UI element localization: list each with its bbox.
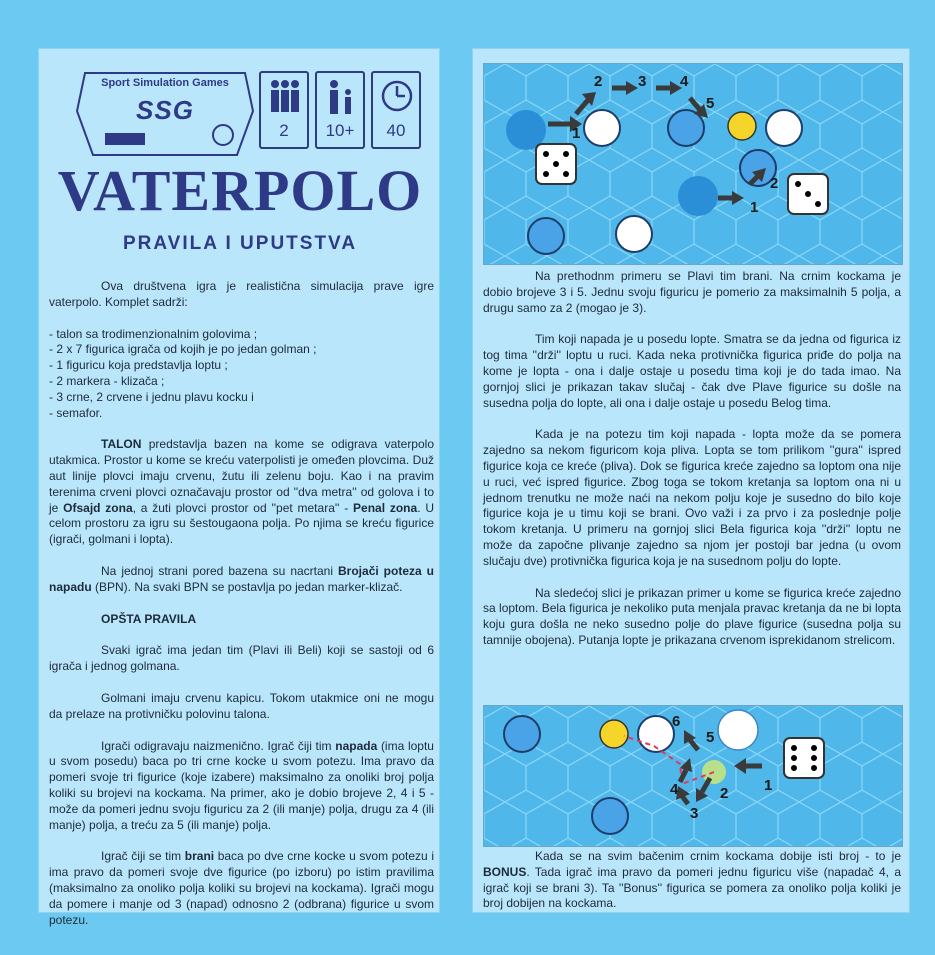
ball-icon <box>600 720 628 748</box>
time-value: 40 <box>386 121 406 140</box>
players-badge <box>259 71 309 149</box>
move-number: 1 <box>764 777 773 794</box>
blue-piece-ghost <box>678 176 718 216</box>
time-badge <box>371 71 421 149</box>
list-item: - 3 crne, 2 crvene i jednu plavu kocku i <box>49 389 254 404</box>
right-text-1 <box>483 269 901 649</box>
age-badge <box>315 71 365 149</box>
next-example-paragraph: Na sledećoj slici je prikazan primer u kome se figurica kreće zajedno sa loptom. Bela figurica je nekoliko puta menjala pravac kretanja da ne bi lopta koju gura došla ne neko susedno polje do plave figurice (susedna polja su tamnije obojena). Putanja lopte je prikazana crvenom isprekidanom strelicom. <box>483 585 901 647</box>
hex-board-2 <box>484 706 902 846</box>
move-number: 4 <box>670 781 679 798</box>
possession-paragraph: Tim koji napada je u posedu lopte. Smatra se da jedna od figurica iz tog tima ''drži'' loptu u ruci. Kada neka protivnička figurica priđe do polja na kome je lopta - ona i dalje ostaje u posedu tima koji je do tada imao. Na gornjoj slici je prikazan takav slučaj - čak dve Plave figurice su došle na susedna polja do lopte, ali ona i dalje ostaje u posedu Belog tima. <box>483 332 901 410</box>
rule-paragraph-2: Golmani imaju crvenu kapicu. Tokom utakmice oni ne mogu da prelaze na protivničku polovinu talona. <box>49 690 434 721</box>
blue-player-piece <box>528 218 564 254</box>
white-piece-ghost <box>718 710 758 750</box>
rule-paragraph-1: Svaki igrač ima jedan tim (Plavi ili Beli) koji se sastoji od 6 igrača i jednog golmana. <box>49 643 434 674</box>
move-number: 1 <box>750 199 759 216</box>
ball-move-paragraph: Kada je na potezu tim koji napada - lopta može da se pomera zajedno sa nekom figuricom koja pliva. Lopta se tom prilikom ''gura'' ispred figurice koja ce kreće (pliva). Dok se figurica kreće zajedno sa loptom ona nije u ruci, već ispred figurice. Zbog toga se tokom kretanja sa loptom ona ni u jednom trenutku ne može naći na nekom polju koje je susedno do bilo koje figurice koja je u timu koji se brani. Ovo važi i za prvo i za poslednje polje tokom kretanja. U primeru na gornjoj slici Bela figurica koja ''drži'' loptu ne može da započne plivanje zajedno sa njom jer postoji bar jedna (u ovom slučaju dve) protivnička figurica koja je na susednom polju do lopte. <box>483 427 901 568</box>
section-heading: OPŠTA PRAVILA <box>101 611 197 626</box>
move-number: 4 <box>680 73 689 90</box>
hex-board-1 <box>484 64 902 264</box>
bpn-paragraph: Na jednoj strani pored bazena su nacrtani Brojači poteza u napadu (BPN). Na svaki BPN se postavlja po jedan marker-klizač. <box>49 563 434 594</box>
clock-icon <box>378 78 416 118</box>
move-number: 2 <box>594 73 603 90</box>
blue-player-piece <box>668 110 704 146</box>
move-number: 5 <box>706 729 715 746</box>
list-item: - 2 x 7 figurica igrača od kojih je po jedan golman ; <box>49 342 317 357</box>
page-title: VATERPOLO <box>57 158 423 223</box>
white-player-piece <box>766 110 802 146</box>
blue-player-piece <box>504 716 540 752</box>
ssg-logo <box>75 71 255 157</box>
page-subtitle: PRAVILA I UPUTSTVA <box>122 233 358 254</box>
list-item: - talon sa trodimenzionalnim golovima ; <box>49 326 258 341</box>
move-number: 2 <box>770 175 779 192</box>
penal-term: Penal zona <box>353 500 418 515</box>
age-icon <box>322 78 360 118</box>
move-number: 6 <box>672 713 681 730</box>
move-number: 2 <box>720 785 729 802</box>
movement-diagram <box>483 63 903 265</box>
logo-mark: SSG <box>136 95 194 125</box>
players-count: 2 <box>279 121 289 140</box>
age-value: 10+ <box>325 121 355 140</box>
ofsajd-term: Ofsajd zona <box>63 500 133 515</box>
white-player-piece <box>584 110 620 146</box>
ball-path-diagram <box>483 705 903 847</box>
move-number: 1 <box>572 125 581 142</box>
list-item: - 1 figuricu koja predstavlja loptu ; <box>49 358 228 373</box>
white-player-piece <box>616 216 652 252</box>
list-item: - 2 markera - klizača ; <box>49 373 165 388</box>
talon-term: TALON <box>101 437 142 452</box>
move-number: 3 <box>638 73 647 90</box>
example-paragraph: Na prethodnm primeru se Plavi tim brani. Na crnim kockama je dobio brojeve 3 i 5. Jednu svoju figuricu je pomerio za maksimalnih 5 polja, a drugu samo za 2 (mogao je 3). <box>483 269 901 315</box>
left-text <box>49 279 434 928</box>
right-text-2 <box>483 849 901 912</box>
left-page <box>38 48 440 927</box>
rule-paragraph-3: Igrači odigravaju naizmenično. Igrač čiji tim napada (ima loptu u svom posedu) baca po tri crne kocke u svom potezu. Ima pravo da pomeri svoje tri figurice (koje izabere) maksimalno za onoliki broj polja koliki su brojevi na kockama. Na primer, ako je dobio brojeve 2, 4 i 5 - može da pomeri jednu svoju figuricu za 2 (ili manje) polja, drugu za 4 (ili manje) polja, a treću za 5 (ili manje) polja. <box>49 738 434 832</box>
ball-icon <box>728 112 756 140</box>
blue-player-piece <box>592 798 628 834</box>
talon-paragraph: TALON predstavlja bazen na kome se odigrava vaterpolo utakmica. Prostor u kome se kreću vaterpolisti je omeđen plovcima. Duž aut linije plovci imaju crvenu, žutu ili zelenu boju. Kao i na pravim terenima crveni plovci označavaju prostor od ''dva metra'' od golova i to je Ofsajd zona, a žuti plovci prostor od ''pet metara'' - Penal zona. U celom prostoru za igru su šestougaona polja. Po njima se kreću figurice (igrači, golmani i lopta). <box>49 437 434 547</box>
players-icon <box>266 78 304 118</box>
bpn-term: Brojači poteza u napadu <box>49 563 434 594</box>
right-page <box>472 48 910 913</box>
logo-title: Sport Simulation Games <box>101 77 229 89</box>
intro-paragraph: Ova društvena igra je realistična simulacija prave igre vaterpolo. Komplet sadrži: <box>49 279 434 309</box>
bonus-term: BONUS <box>483 864 527 879</box>
contents-list <box>49 327 434 422</box>
die-icon <box>784 738 824 778</box>
list-item: - semafor. <box>49 405 103 420</box>
move-number: 5 <box>706 95 715 112</box>
move-number: 3 <box>690 805 699 822</box>
bonus-paragraph: Kada se na svim bačenim crnim kockama dobije isti broj - to je BONUS. Tada igrač ima pravo da pomeri jednu figuricu više (napadač 4, a igrač koji se brani 3). Ta ''Bonus'' figurica se pomera za onoliko polja koliki je broj dobijen na kockama. <box>483 849 901 911</box>
rule-paragraph-4: Igrač čiji se tim brani baca po dve crne kocke u svom potezu i ima pravo da pomeri svoje dve figurice (po izboru) po istim pravilima (maksimalno za onoliko polja koliki su brojevi na kockama). Igrači mogu da pomere i manje od 3 (napad) odnosno 2 (odbrana) figurice u svom potezu. <box>49 849 434 927</box>
